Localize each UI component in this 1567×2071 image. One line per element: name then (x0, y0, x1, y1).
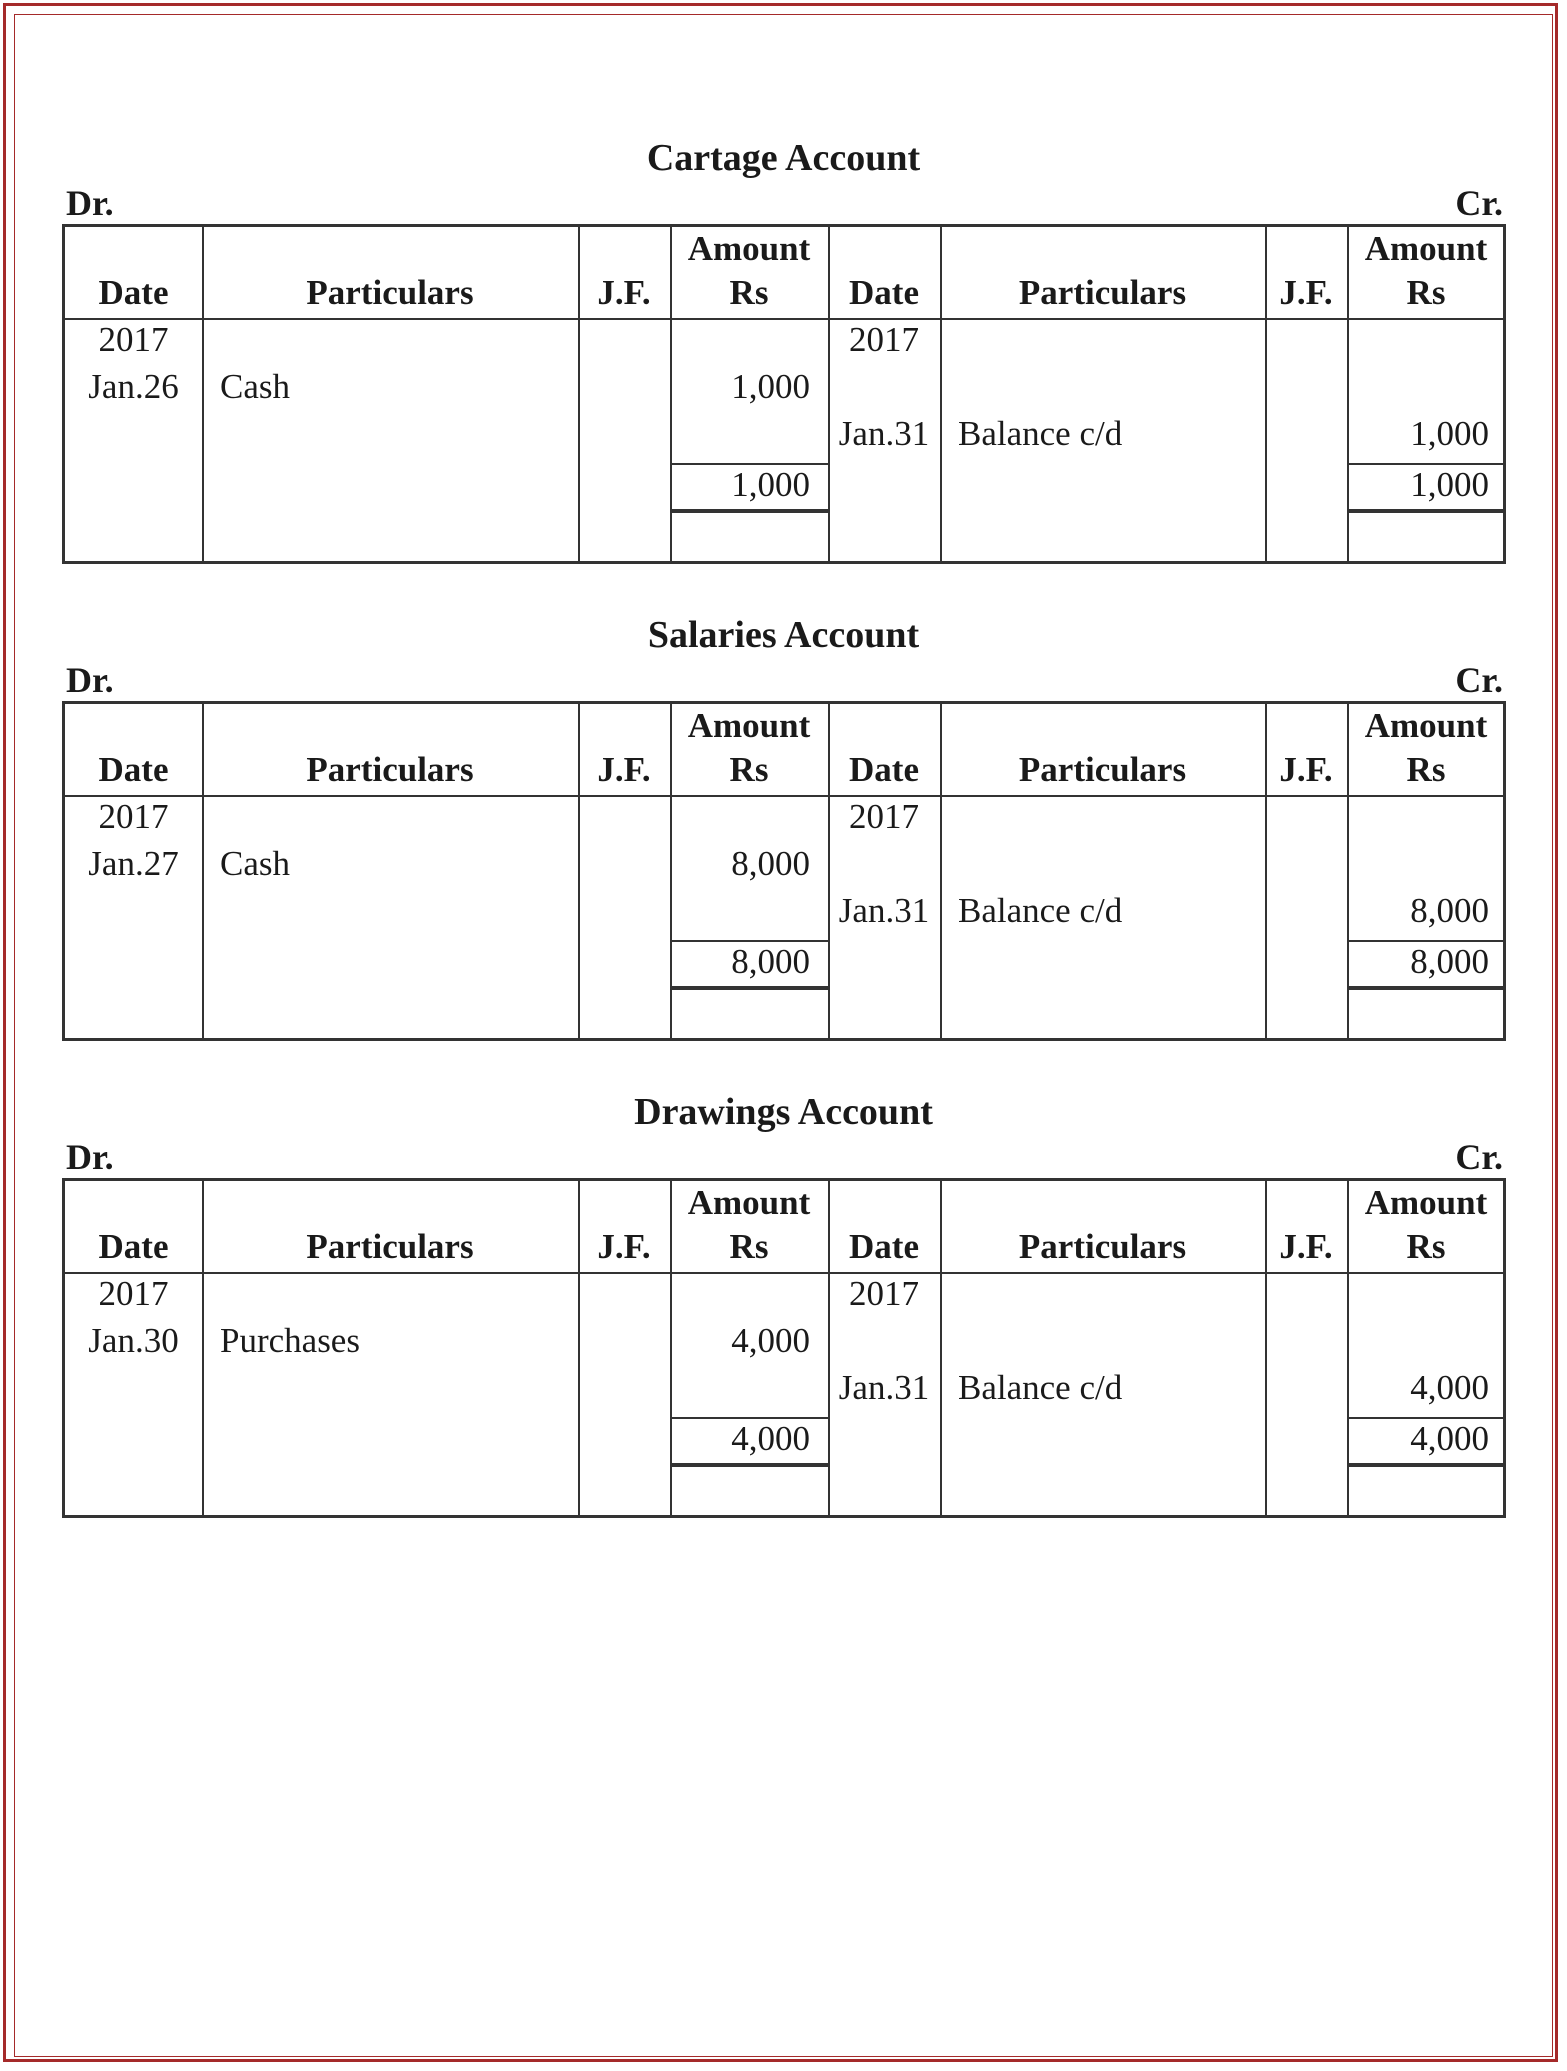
account-title: Salaries Account (647, 614, 920, 656)
header-particulars: Particulars (1018, 273, 1187, 312)
header-jf: J.F. (597, 750, 651, 789)
header-jf: J.F. (597, 1227, 651, 1266)
debit-label: Dr. (66, 1137, 114, 1177)
debit-date: Jan.26 (88, 367, 179, 406)
header-rs: Rs (729, 750, 769, 789)
header-particulars: Particulars (1018, 750, 1187, 789)
credit-date: Jan.31 (838, 414, 930, 453)
debit-label: Dr. (66, 660, 114, 700)
debit-particulars: Cash (220, 844, 290, 883)
header-rule (65, 795, 1503, 797)
debit-double-rule (670, 509, 828, 513)
credit-double-rule (1347, 1463, 1505, 1467)
debit-amount: 1,000 (731, 367, 810, 406)
header-jf: J.F. (1279, 750, 1333, 789)
debit-total: 8,000 (731, 942, 810, 981)
debit-year: 2017 (98, 320, 169, 359)
header-particulars: Particulars (306, 750, 474, 789)
credit-total: 8,000 (1410, 942, 1489, 981)
debit-year: 2017 (98, 797, 169, 836)
debit-total: 1,000 (731, 465, 810, 504)
credit-date: Jan.31 (838, 1368, 930, 1407)
credit-date: Jan.31 (838, 891, 930, 930)
debit-label: Dr. (66, 183, 114, 223)
header-amount: Amount (1364, 229, 1488, 268)
debit-year: 2017 (98, 1274, 169, 1313)
header-amount: Amount (1364, 706, 1488, 745)
header-date: Date (98, 750, 169, 789)
credit-particulars: Balance c/d (958, 891, 1123, 930)
debit-amount: 8,000 (731, 844, 810, 883)
credit-year: 2017 (849, 320, 919, 359)
header-date: Date (849, 750, 919, 789)
ledger-table (62, 1178, 1506, 1518)
header-amount: Amount (687, 1183, 811, 1222)
ledger-table (62, 701, 1506, 1041)
header-particulars: Particulars (1018, 1227, 1187, 1266)
header-rs: Rs (729, 273, 769, 312)
debit-date: Jan.30 (88, 1321, 179, 1360)
credit-double-rule (1347, 986, 1505, 990)
account-title: Cartage Account (646, 137, 921, 179)
header-rule (65, 1272, 1503, 1274)
credit-total: 4,000 (1410, 1419, 1489, 1458)
debit-double-rule (670, 1463, 828, 1467)
header-amount: Amount (687, 229, 811, 268)
header-amount: Amount (1364, 1183, 1488, 1222)
credit-amount: 8,000 (1410, 891, 1489, 930)
debit-amount: 4,000 (731, 1321, 810, 1360)
credit-total: 1,000 (1410, 465, 1489, 504)
debit-particulars: Cash (220, 367, 290, 406)
credit-label: Cr. (1455, 1137, 1503, 1177)
debit-particulars: Purchases (220, 1321, 360, 1360)
debit-double-rule (670, 986, 828, 990)
ledger-table (62, 224, 1506, 564)
debit-total: 4,000 (731, 1419, 810, 1458)
credit-particulars: Balance c/d (958, 414, 1123, 453)
credit-amount: 1,000 (1410, 414, 1489, 453)
header-jf: J.F. (1279, 1227, 1333, 1266)
credit-double-rule (1347, 509, 1505, 513)
credit-label: Cr. (1455, 660, 1503, 700)
account-title: Drawings Account (634, 1091, 933, 1133)
header-particulars: Particulars (306, 273, 474, 312)
credit-year: 2017 (849, 797, 919, 836)
header-rs: Rs (1406, 750, 1446, 789)
debit-date: Jan.27 (88, 844, 179, 883)
header-rs: Rs (1406, 1227, 1446, 1266)
credit-amount: 4,000 (1410, 1368, 1489, 1407)
header-rs: Rs (1406, 273, 1446, 312)
credit-label: Cr. (1455, 183, 1503, 223)
header-date: Date (849, 1227, 919, 1266)
header-date: Date (98, 1227, 169, 1266)
header-particulars: Particulars (306, 1227, 474, 1266)
header-jf: J.F. (597, 273, 651, 312)
credit-year: 2017 (849, 1274, 919, 1313)
credit-particulars: Balance c/d (958, 1368, 1123, 1407)
header-jf: J.F. (1279, 273, 1333, 312)
header-amount: Amount (687, 706, 811, 745)
header-date: Date (98, 273, 169, 312)
header-rs: Rs (729, 1227, 769, 1266)
header-rule (65, 318, 1503, 320)
header-date: Date (849, 273, 919, 312)
